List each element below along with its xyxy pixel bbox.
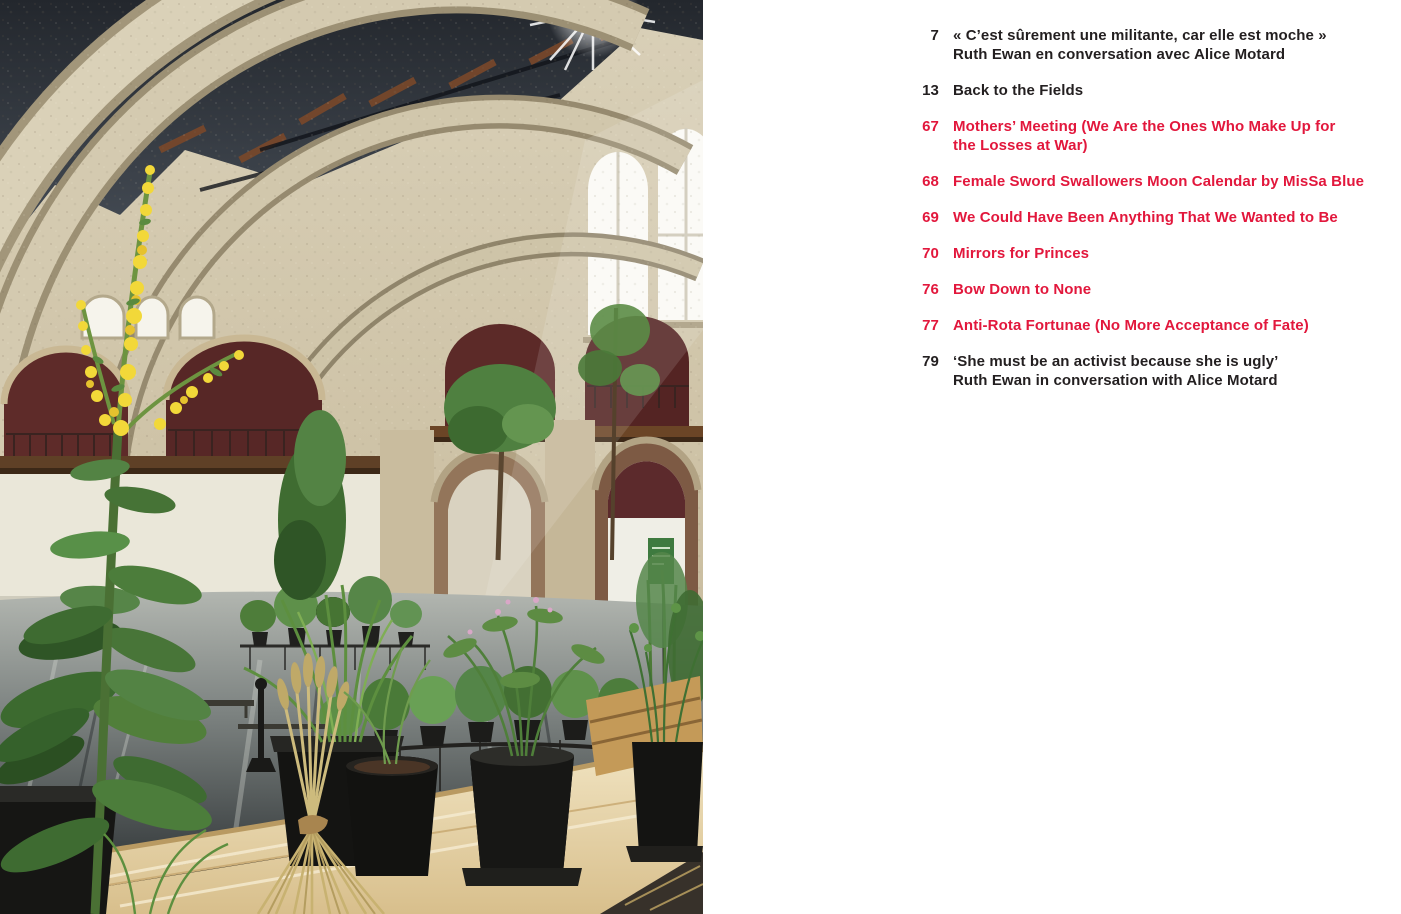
toc-entry-title — [953, 208, 1338, 227]
toc-entry-line: Anti-Rota Fortunae (No More Acceptance of Fate) — [953, 317, 1309, 334]
toc-page-number: 70 — [922, 245, 939, 262]
toc-page-number: 69 — [922, 209, 939, 226]
toc-entry-line: We Could Have Been Anything That We Wanted to Be — [953, 209, 1338, 226]
toc-entry — [897, 117, 1387, 155]
table-of-contents — [897, 26, 1387, 407]
toc-page-number: 7 — [930, 27, 939, 44]
toc-entry-line: the Losses at War) — [953, 137, 1088, 154]
toc-entry-line: Back to the Fields — [953, 82, 1084, 99]
toc-entry — [897, 208, 1387, 227]
toc-entry-line: Mirrors for Princes — [953, 245, 1090, 262]
toc-entry — [897, 316, 1387, 335]
toc-page-number: 67 — [922, 118, 939, 135]
toc-entry-line: Female Sword Swallowers Moon Calendar by MisSa Blue — [953, 173, 1365, 190]
toc-entry-line: ‘She must be an activist because she is ugly’ — [953, 353, 1279, 370]
toc-entry — [897, 352, 1387, 390]
small-arched-windows — [82, 296, 214, 338]
toc-page-number: 13 — [922, 82, 939, 99]
toc-entry — [897, 81, 1387, 100]
toc-entry — [897, 26, 1387, 64]
toc-entry — [897, 172, 1387, 191]
toc-entry-title — [953, 26, 1327, 64]
toc-entry-line: « C’est sûrement une militante, car elle est moche » — [953, 27, 1327, 44]
toc-entry-title — [953, 280, 1091, 299]
toc-page-number: 79 — [922, 353, 939, 370]
toc-entry-title — [953, 81, 1083, 100]
toc-page-number: 76 — [922, 281, 939, 298]
toc-entry-line: Ruth Ewan in conversation with Alice Motard — [953, 372, 1278, 389]
toc-page-number: 77 — [922, 317, 939, 334]
toc-entry-line: Ruth Ewan en conversation avec Alice Motard — [953, 46, 1286, 63]
toc-entry — [897, 280, 1387, 299]
toc-entry-title — [953, 352, 1278, 390]
toc-entry-title — [953, 117, 1335, 155]
toc-entry-title — [953, 316, 1309, 335]
toc-entry-line: Bow Down to None — [953, 281, 1092, 298]
toc-entry-title — [953, 172, 1364, 191]
toc-entry — [897, 244, 1387, 263]
toc-entry-line: Mothers’ Meeting (We Are the Ones Who Make Up for — [953, 118, 1336, 135]
toc-page-number: 68 — [922, 173, 939, 190]
toc-entry-title — [953, 244, 1089, 263]
